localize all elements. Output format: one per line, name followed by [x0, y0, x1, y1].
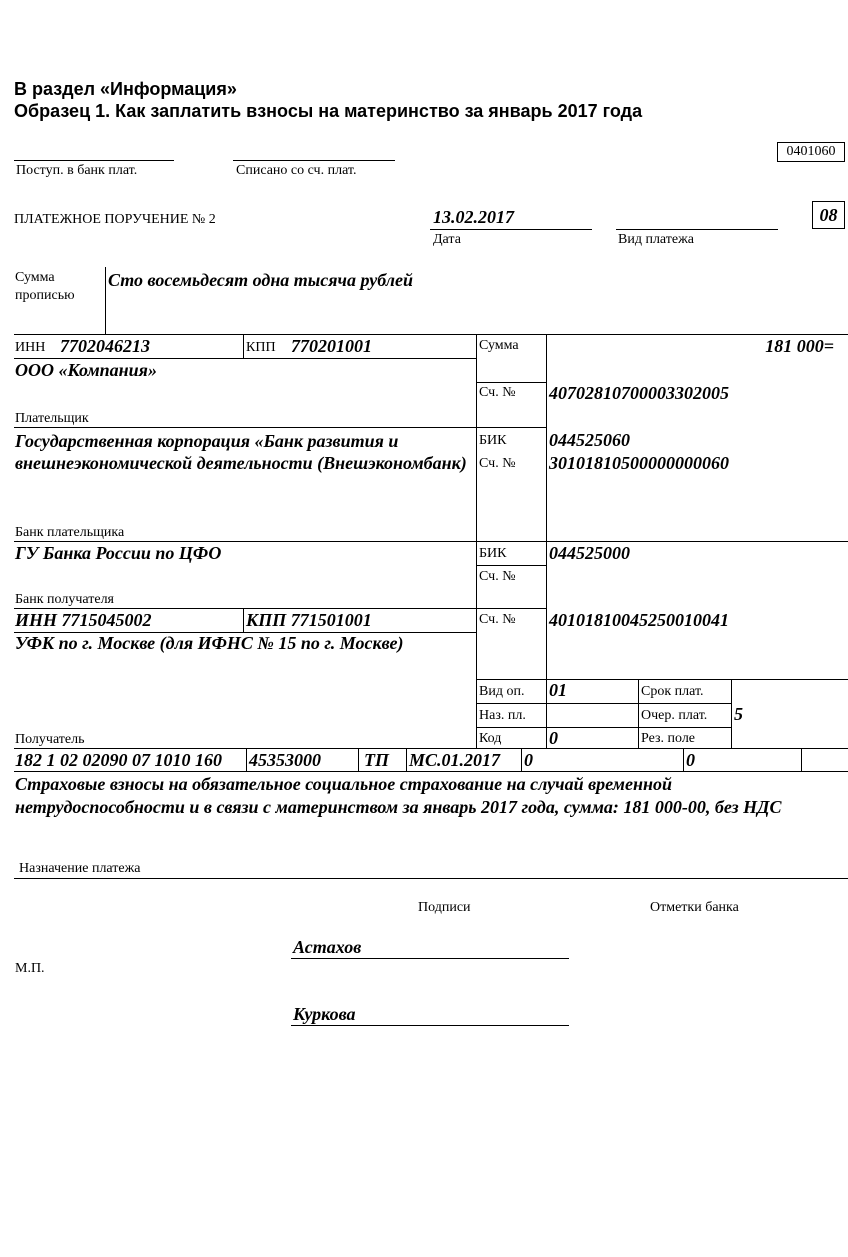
tax-oktmo: 45353000 — [249, 750, 321, 770]
payer-account-label: Сч. № — [479, 385, 516, 400]
recipient-name: УФК по г. Москве (для ИФНС № 15 по г. Москве) — [15, 633, 404, 653]
payer-inn-label: ИНН — [15, 340, 46, 355]
payer-kpp-label: КПП — [246, 340, 276, 355]
order-title: ПЛАТЕЖНОЕ ПОРУЧЕНИЕ № 2 — [14, 212, 216, 227]
op-right-vertical — [731, 679, 732, 748]
recipient-inn-kpp-divider — [243, 608, 244, 632]
tax-div-6 — [801, 748, 802, 771]
tax-div-5 — [683, 748, 684, 771]
purpose-text: Страховые взносы на обязательное социальное страхование на случай временной нетрудоспособности и в связи с материнством за январь 2017 года, сумма: 181 000-00, без НДС — [15, 774, 782, 817]
amount-words-label-1: Сумма — [15, 270, 55, 285]
op-mid-vertical — [638, 679, 639, 748]
payer-bank-bottom-line — [14, 541, 848, 542]
stamp-label: М.П. — [15, 961, 45, 976]
payer-bank-bik-label: БИК — [479, 433, 507, 448]
payer-inn-line — [14, 358, 476, 359]
payment-type-label: Вид платежа — [618, 232, 695, 247]
signatures-label: Подписи — [418, 900, 471, 915]
tax-div-3 — [406, 748, 407, 771]
op-purpose-label: Наз. пл. — [479, 708, 526, 723]
amount-words-value: Сто восемьдесят одна тысяча рублей — [108, 270, 414, 290]
debited-label: Списано со сч. плат. — [236, 163, 357, 178]
section-heading: В раздел «Информация» — [14, 79, 237, 99]
payer-bank-bik: 044525060 — [549, 430, 630, 450]
recipient-bank-bik: 044525000 — [549, 543, 630, 563]
bank-marks-label: Отметки банка — [650, 900, 739, 915]
payer-name: ООО «Компания» — [15, 360, 157, 380]
amount-words-label-2: прописью — [15, 288, 75, 303]
amount-words-divider — [105, 267, 106, 334]
op-type: 01 — [549, 680, 567, 700]
tax-doc-date: 0 — [686, 750, 695, 770]
order-date: 13.02.2017 — [433, 207, 514, 227]
tax-div-2 — [358, 748, 359, 771]
tax-kbk: 182 1 02 02090 07 1010 160 — [15, 750, 222, 770]
payment-type-line — [616, 229, 778, 230]
op-term-label: Срок плат. — [641, 684, 704, 699]
recipient-bank-bik-label: БИК — [479, 546, 507, 561]
signature-line-1 — [291, 958, 569, 959]
purpose-bottom-line — [14, 878, 848, 879]
signer-1: Астахов — [293, 937, 362, 957]
op-type-label: Вид оп. — [479, 684, 525, 699]
tax-div-4 — [521, 748, 522, 771]
payer-bank-label: Банк плательщика — [15, 525, 125, 540]
payer-bank-name: Государственная корпорация «Банк развития и внешнеэкономической деятельности (Внешэкономбанк) — [15, 431, 467, 473]
op-row1-line — [476, 703, 731, 704]
recipient-account-label: Сч. № — [479, 612, 516, 627]
form-code: 0401060 — [777, 142, 845, 162]
date-label: Дата — [433, 232, 461, 247]
received-label: Поступ. в банк плат. — [16, 163, 138, 178]
op-priority: 5 — [734, 704, 743, 724]
tax-div-1 — [246, 748, 247, 771]
signer-2: Куркова — [293, 1004, 356, 1024]
recipient-account: 40101810045250010041 — [549, 610, 729, 630]
recipient-label: Получатель — [15, 732, 85, 747]
payer-label: Плательщик — [15, 411, 89, 426]
recipient-bank-name: ГУ Банка России по ЦФО — [15, 543, 222, 563]
tax-basis: ТП — [364, 750, 389, 770]
op-row2-line — [476, 727, 731, 728]
op-code-label: Код — [479, 731, 502, 746]
sum-label: Сумма — [479, 338, 519, 353]
recipient-bank-label: Банк получателя — [15, 592, 114, 607]
recipient-kpp: КПП 771501001 — [246, 610, 372, 630]
grid-top-line — [14, 334, 848, 335]
signature-line-2 — [291, 1025, 569, 1026]
purpose-label: Назначение платежа — [19, 861, 141, 876]
recipient-bank-account-label: Сч. № — [479, 569, 516, 584]
sum-value: 181 000= — [765, 336, 834, 356]
sample-title: Образец 1. Как заплатить взносы на материнство за январь 2017 года — [14, 101, 643, 121]
recipient-bank-bottom-line — [14, 608, 546, 609]
recipient-inn: ИНН 7715045002 — [15, 610, 152, 630]
op-priority-label: Очер. плат. — [641, 708, 708, 723]
debited-date-line — [233, 160, 395, 161]
sum-account-line — [476, 382, 546, 383]
payer-bank-account-label: Сч. № — [479, 456, 516, 471]
payer-bank-account: 30101810500000000060 — [549, 453, 729, 473]
tax-doc-number: 0 — [524, 750, 533, 770]
payer-inn: 7702046213 — [60, 336, 150, 356]
op-top-line — [476, 679, 848, 680]
date-line — [430, 229, 592, 230]
status-code-box: 08 — [812, 201, 845, 229]
payer-account: 40702810700003302005 — [549, 383, 729, 403]
received-date-line — [14, 160, 174, 161]
payer-inn-kpp-divider — [243, 334, 244, 358]
tax-top-line — [14, 748, 848, 749]
payer-kpp: 770201001 — [291, 336, 372, 356]
tax-bottom-line — [14, 771, 848, 772]
recipient-bank-bik-line — [476, 565, 546, 566]
op-reserve-label: Рез. поле — [641, 731, 696, 746]
tax-period: МС.01.2017 — [409, 750, 501, 770]
payer-bottom-line — [14, 427, 546, 428]
op-code: 0 — [549, 728, 558, 748]
